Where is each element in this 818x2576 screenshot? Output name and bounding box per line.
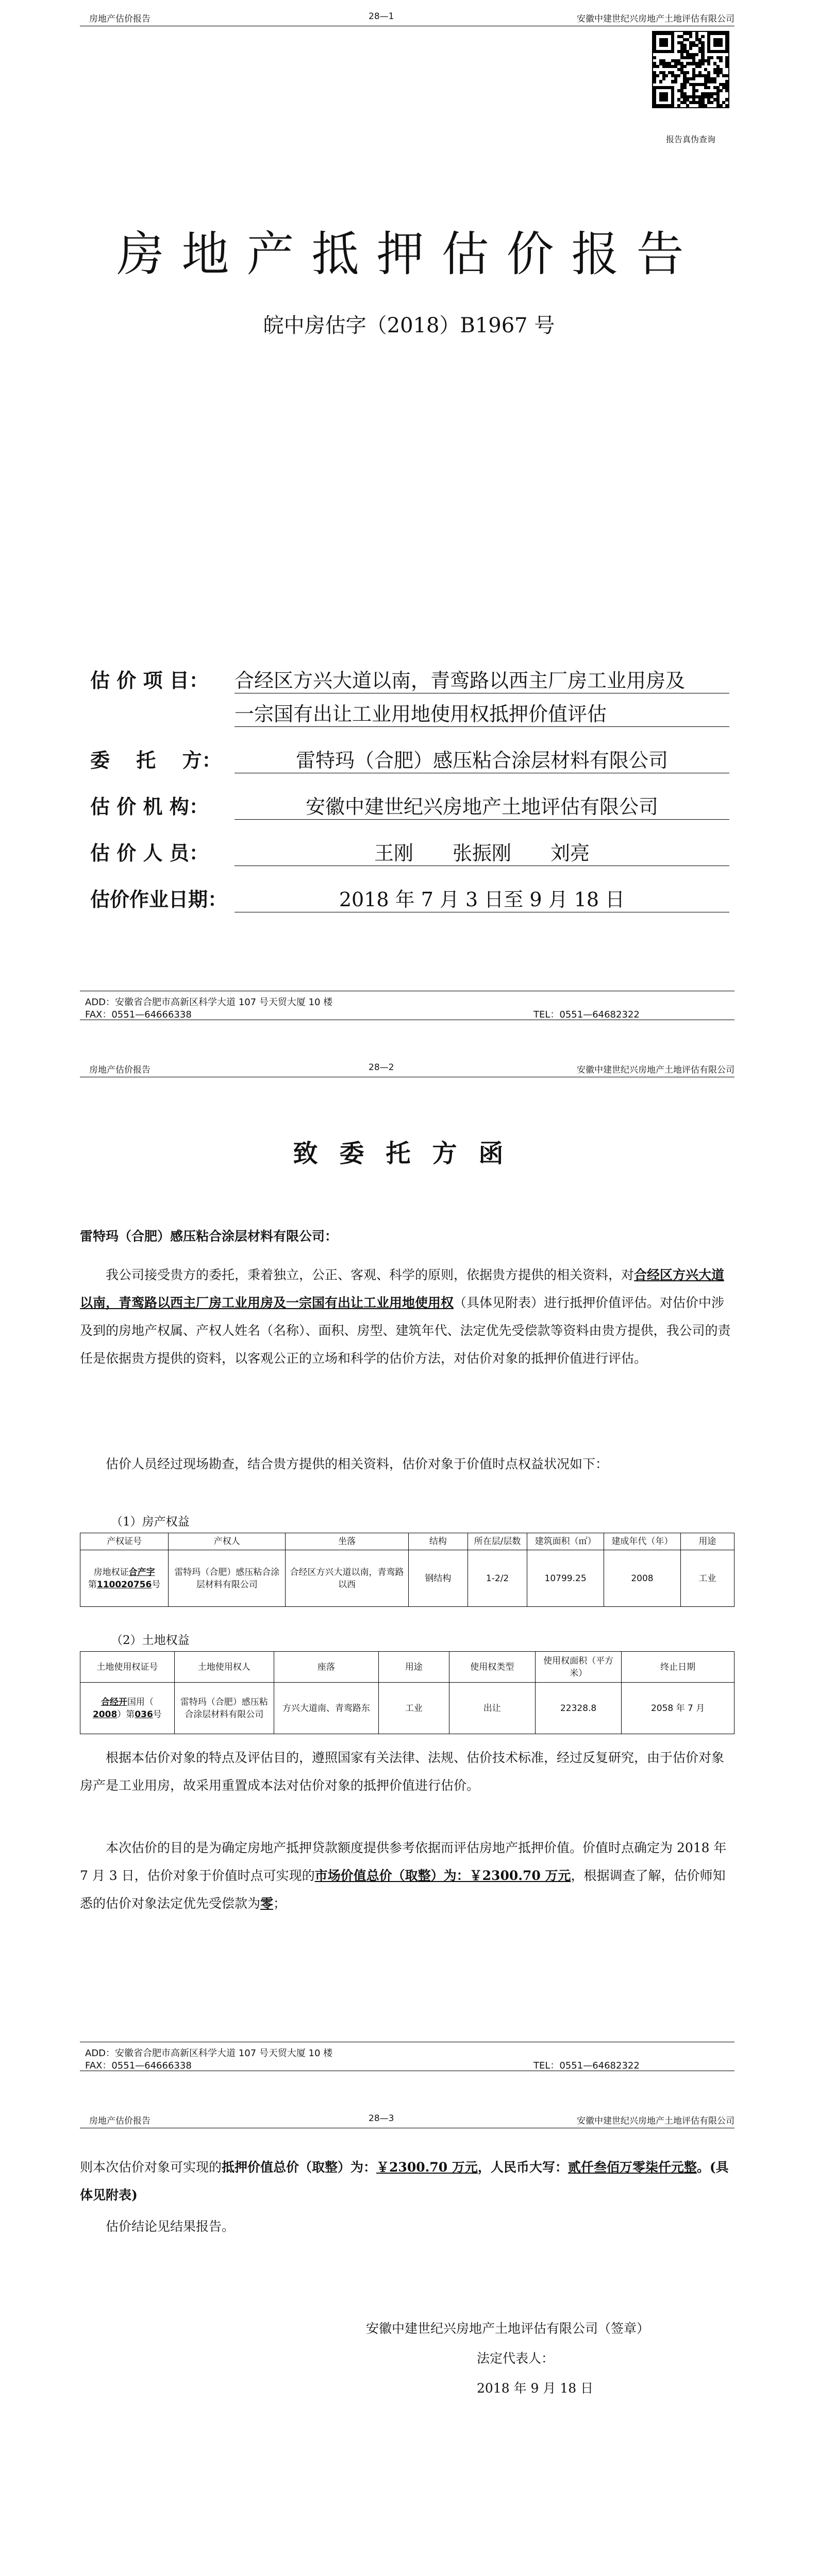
qr-module [719, 89, 722, 92]
table-cell-use: 工业 [680, 1550, 734, 1607]
table-cell-cert [80, 1550, 169, 1607]
letter-continuation-page [0, 2102, 818, 2576]
signature-company: 安徽中建世纪兴房地产土地评估有限公司（签章） [366, 2321, 650, 2336]
table-cell-land-cert [80, 1683, 175, 1734]
table-cell-structure: 钢结构 [408, 1550, 468, 1607]
field-label-appraisers: 估 价 人 员： [90, 841, 209, 865]
table-header-cell: 终止日期 [622, 1652, 734, 1683]
header-page-number: 28—2 [369, 1062, 394, 1073]
footer-fax: FAX：0551—64666338 [85, 1009, 192, 1020]
land-cert-year: 2008 [92, 1709, 118, 1720]
qr-module [686, 104, 689, 107]
mortgage-value-a: 则本次估价对象可实现的 [80, 2160, 222, 2175]
qr-module [704, 104, 707, 107]
qr-module [665, 98, 668, 101]
table-header-cell: 建筑面积（㎡） [527, 1533, 604, 1550]
qr-module [707, 86, 710, 89]
header-page-number: 28—1 [369, 11, 394, 22]
table-header-cell: 所在层/层数 [468, 1533, 527, 1550]
table-cell-area: 10799.25 [527, 1550, 604, 1607]
footer-tel: TEL：0551—64682322 [533, 1009, 640, 1020]
qr-module [653, 56, 656, 59]
paragraph-purpose [80, 1834, 734, 1918]
footer-fax: FAX：0551—64666338 [85, 2060, 192, 2071]
cert-prefix: 房地权证 [93, 1567, 129, 1578]
table-header-cell: 用途 [379, 1652, 449, 1683]
table-cell-owner: 雷特玛（合肥）感压粘合涂层材料有限公司 [169, 1550, 286, 1607]
paragraph-purpose-e: ； [273, 1896, 287, 1911]
qr-module [719, 59, 722, 62]
table-header-cell: 用途 [680, 1533, 734, 1550]
field-value-work-date: 2018 年 7 月 3 日至 9 月 18 日 [235, 884, 729, 912]
qr-code-icon[interactable] [652, 31, 729, 108]
section-land-rights: （2）土地权益 [111, 1634, 190, 1647]
table-header-cell: 使用权类型 [449, 1652, 535, 1683]
qr-module [683, 86, 686, 89]
table-cell-end-date: 2058 年 7 月 [622, 1683, 734, 1734]
table-cell-owner: 雷特玛（合肥）感压粘合涂层材料有限公司 [174, 1683, 274, 1734]
qr-module [710, 56, 713, 59]
table-cell-floor: 1-2/2 [468, 1550, 527, 1607]
page-footer [80, 2032, 734, 2089]
qr-module [656, 65, 659, 68]
table-header-row [80, 1652, 734, 1683]
table-header-cell: 土地使用权证号 [80, 1652, 175, 1683]
table-cell-use: 工业 [379, 1683, 449, 1734]
table-header-row [80, 1533, 734, 1550]
signature-date: 2018 年 9 月 18 日 [477, 2381, 594, 2396]
qr-module [662, 77, 665, 80]
land-cert-d: 号 [153, 1709, 162, 1720]
header-left: 房地产估价报告 [89, 14, 151, 24]
report-title: 房地产抵押估价报告 [116, 227, 702, 282]
letter-page [0, 1051, 818, 2102]
qr-module [692, 77, 695, 80]
mortgage-value-note: 。(具体见附表) [80, 2160, 729, 2202]
table-header-cell: 产权证号 [80, 1533, 169, 1550]
qr-module [686, 71, 689, 74]
qr-module [674, 80, 677, 83]
field-label-agency: 估 价 机 构： [90, 795, 209, 818]
qr-module [725, 50, 728, 53]
field-value-project-line2: 一宗国有出让工业用地使用权抵押价值评估 [235, 698, 729, 727]
paragraph-purpose-c: ，根据调查了解，估价师知悉的估价对象法定优先受偿款为 [80, 1868, 726, 1911]
land-cert-number: 036 [135, 1709, 153, 1720]
cert-pre: 第 [88, 1579, 97, 1590]
field-value-project-line1: 合经区方兴大道以南，青鸾路以西主厂房工业用房及 [235, 665, 729, 693]
table-cell-area: 22328.8 [535, 1683, 621, 1734]
qr-module [725, 65, 728, 68]
page-footer [80, 981, 734, 1038]
header-page-number: 28—3 [369, 2113, 394, 2124]
qr-module [689, 47, 692, 50]
report-number: 皖中房估字（2018）B1967 号 [263, 314, 555, 337]
header-right: 安徽中建世纪兴房地产土地评估有限公司 [577, 2116, 734, 2126]
house-rights-table [80, 1533, 734, 1607]
cert-suffix: 号 [152, 1579, 161, 1590]
table-row [80, 1550, 734, 1607]
table-cell-location: 合经区方兴大道以南，青鸾路以西 [286, 1550, 408, 1607]
page-header [80, 1059, 734, 1077]
mortgage-value-label: 抵押价值总价（取整）为： [222, 2160, 377, 2175]
qr-module [707, 62, 710, 65]
paragraph-conclusion: 估价结论见结果报告。 [106, 2219, 235, 2234]
footer-tel: TEL：0551—64682322 [533, 2060, 640, 2071]
qr-module [653, 80, 656, 83]
header-right: 安徽中建世纪兴房地产土地评估有限公司 [577, 14, 734, 24]
qr-module [716, 74, 720, 77]
field-label-work-date: 估价作业日期： [90, 888, 228, 911]
qr-caption: 报告真伪查询 [665, 134, 715, 144]
header-left: 房地产估价报告 [89, 2116, 151, 2126]
qr-module [677, 104, 680, 107]
table-header-cell: 土地使用权人 [174, 1652, 274, 1683]
field-value-appraisers: 王刚 张振刚 刘亮 [235, 837, 729, 866]
qr-module [719, 104, 722, 107]
qr-module [659, 80, 662, 83]
qr-module [689, 35, 692, 38]
land-cert-c: ）第 [117, 1709, 135, 1720]
table-cell-right-type: 出让 [449, 1683, 535, 1734]
paragraph-intro-subject: 合经区方兴大道以南，青鸾路以西主厂房工业用房及一宗国有出让工业用地使用权 [80, 1267, 725, 1310]
header-left: 房地产估价报告 [89, 1065, 151, 1075]
qr-module [725, 104, 728, 107]
qr-module [665, 74, 668, 77]
footer-address: ADD：安徽省合肥市高新区科学大道 107 号天贸大厦 10 楼 [85, 2048, 333, 2059]
paragraph-intro [80, 1261, 734, 1372]
qr-module [671, 50, 674, 53]
market-value-total: 市场价值总价（取整）为：￥2300.70 万元 [314, 1868, 571, 1883]
qr-module [725, 89, 728, 92]
table-header-cell: 产权人 [169, 1533, 286, 1550]
field-value-client: 雷特玛（合肥）感压粘合涂层材料有限公司 [235, 744, 729, 773]
paragraph-survey: 估价人员经过现场勘查，结合贵方提供的相关资料，估价对象于价值时点权益状况如下： [106, 1456, 609, 1471]
qr-module [665, 44, 668, 47]
mortgage-value-words: 贰仟叁佰万零柒仟元整 [567, 2160, 697, 2175]
land-cert-b: 国用（ [127, 1697, 154, 1707]
field-value-agency: 安徽中建世纪兴房地产土地评估有限公司 [235, 791, 729, 820]
qr-module [677, 74, 680, 77]
cert-number: 110020756 [96, 1579, 152, 1590]
table-header-cell: 使用权面积（平方米） [535, 1652, 621, 1683]
paragraph-method: 根据本估价对象的特点及评估目的，遵照国家有关法律、法规、估价技术标准，经过反复研究，由于估价对象房产是工业用房，故采用重置成本法对估价对象的抵押价值进行估价。 [80, 1750, 725, 1793]
qr-module [710, 101, 713, 104]
table-header-cell: 座落 [274, 1652, 378, 1683]
qr-module [725, 74, 728, 77]
paragraph-intro-c: （具体见附表）进行抵押价值评估。对估价中涉及到的房地产权属、产权人姓名（名称）、面积、房型、建筑年代、法定优先受偿款等资料由贵方提供，我公司的责任是依据贵方提供的资料，以客观公正的立场和科学的估价方法，对估价对象的抵押价值进行评估。 [80, 1295, 731, 1366]
qr-module [683, 65, 686, 68]
footer-address: ADD：安徽省合肥市高新区科学大道 107 号天贸大厦 10 楼 [85, 997, 333, 1008]
paragraph-intro-a: 我公司接受贵方的委托，秉着独立，公正、客观、科学的原则，依据贵方提供的相关资料，对 [106, 1267, 635, 1282]
paragraph-mortgage-value [80, 2154, 734, 2209]
qr-module [695, 53, 698, 56]
priority-claims: 零 [260, 1896, 274, 1911]
qr-module [695, 89, 698, 92]
mortgage-value-rmb-label: ，人民币大写： [477, 2160, 568, 2175]
letter-addressee: 雷特玛（合肥）感压粘合涂层材料有限公司： [80, 1229, 338, 1244]
qr-module [701, 62, 704, 65]
qr-module [656, 74, 659, 77]
qr-module [701, 35, 704, 38]
land-rights-table [80, 1651, 734, 1734]
qr-module [719, 44, 722, 47]
land-cert-a: 合经开 [101, 1697, 127, 1707]
page-header [80, 8, 734, 26]
table-cell-location: 方兴大道南、青鸾路东 [274, 1683, 378, 1734]
section-house-rights: （1）房产权益 [111, 1515, 190, 1529]
table-header-cell: 坐落 [286, 1533, 408, 1550]
paragraph-purpose-a: 本次估价的目的是为确定房地产抵押贷款额度提供参考依据而评估房地产抵押价值。价值时点确定为 2018 年 7 月 3 日，估价对象于价值时点可实现的 [80, 1840, 727, 1883]
qr-module [725, 98, 728, 101]
cover-page [0, 0, 818, 1051]
qr-module [698, 65, 702, 68]
field-label-client: 委 托 方： [90, 749, 222, 772]
letter-title: 致委托方函 [293, 1139, 525, 1168]
table-cell-year: 2008 [604, 1550, 681, 1607]
page-header [80, 2110, 734, 2128]
mortgage-value-amount: ￥2300.70 万元 [376, 2160, 478, 2175]
header-right: 安徽中建世纪兴房地产土地评估有限公司 [577, 1065, 734, 1075]
field-label-project: 估 价 项 目： [90, 669, 209, 692]
qr-module [713, 80, 716, 83]
cert-mid: 合产字 [128, 1567, 155, 1578]
signature-legal-rep: 法定代表人： [477, 2351, 555, 2366]
table-header-cell: 结构 [408, 1533, 468, 1550]
qr-module [671, 104, 674, 107]
table-header-cell: 建成年代（年） [604, 1533, 681, 1550]
table-row [80, 1683, 734, 1734]
